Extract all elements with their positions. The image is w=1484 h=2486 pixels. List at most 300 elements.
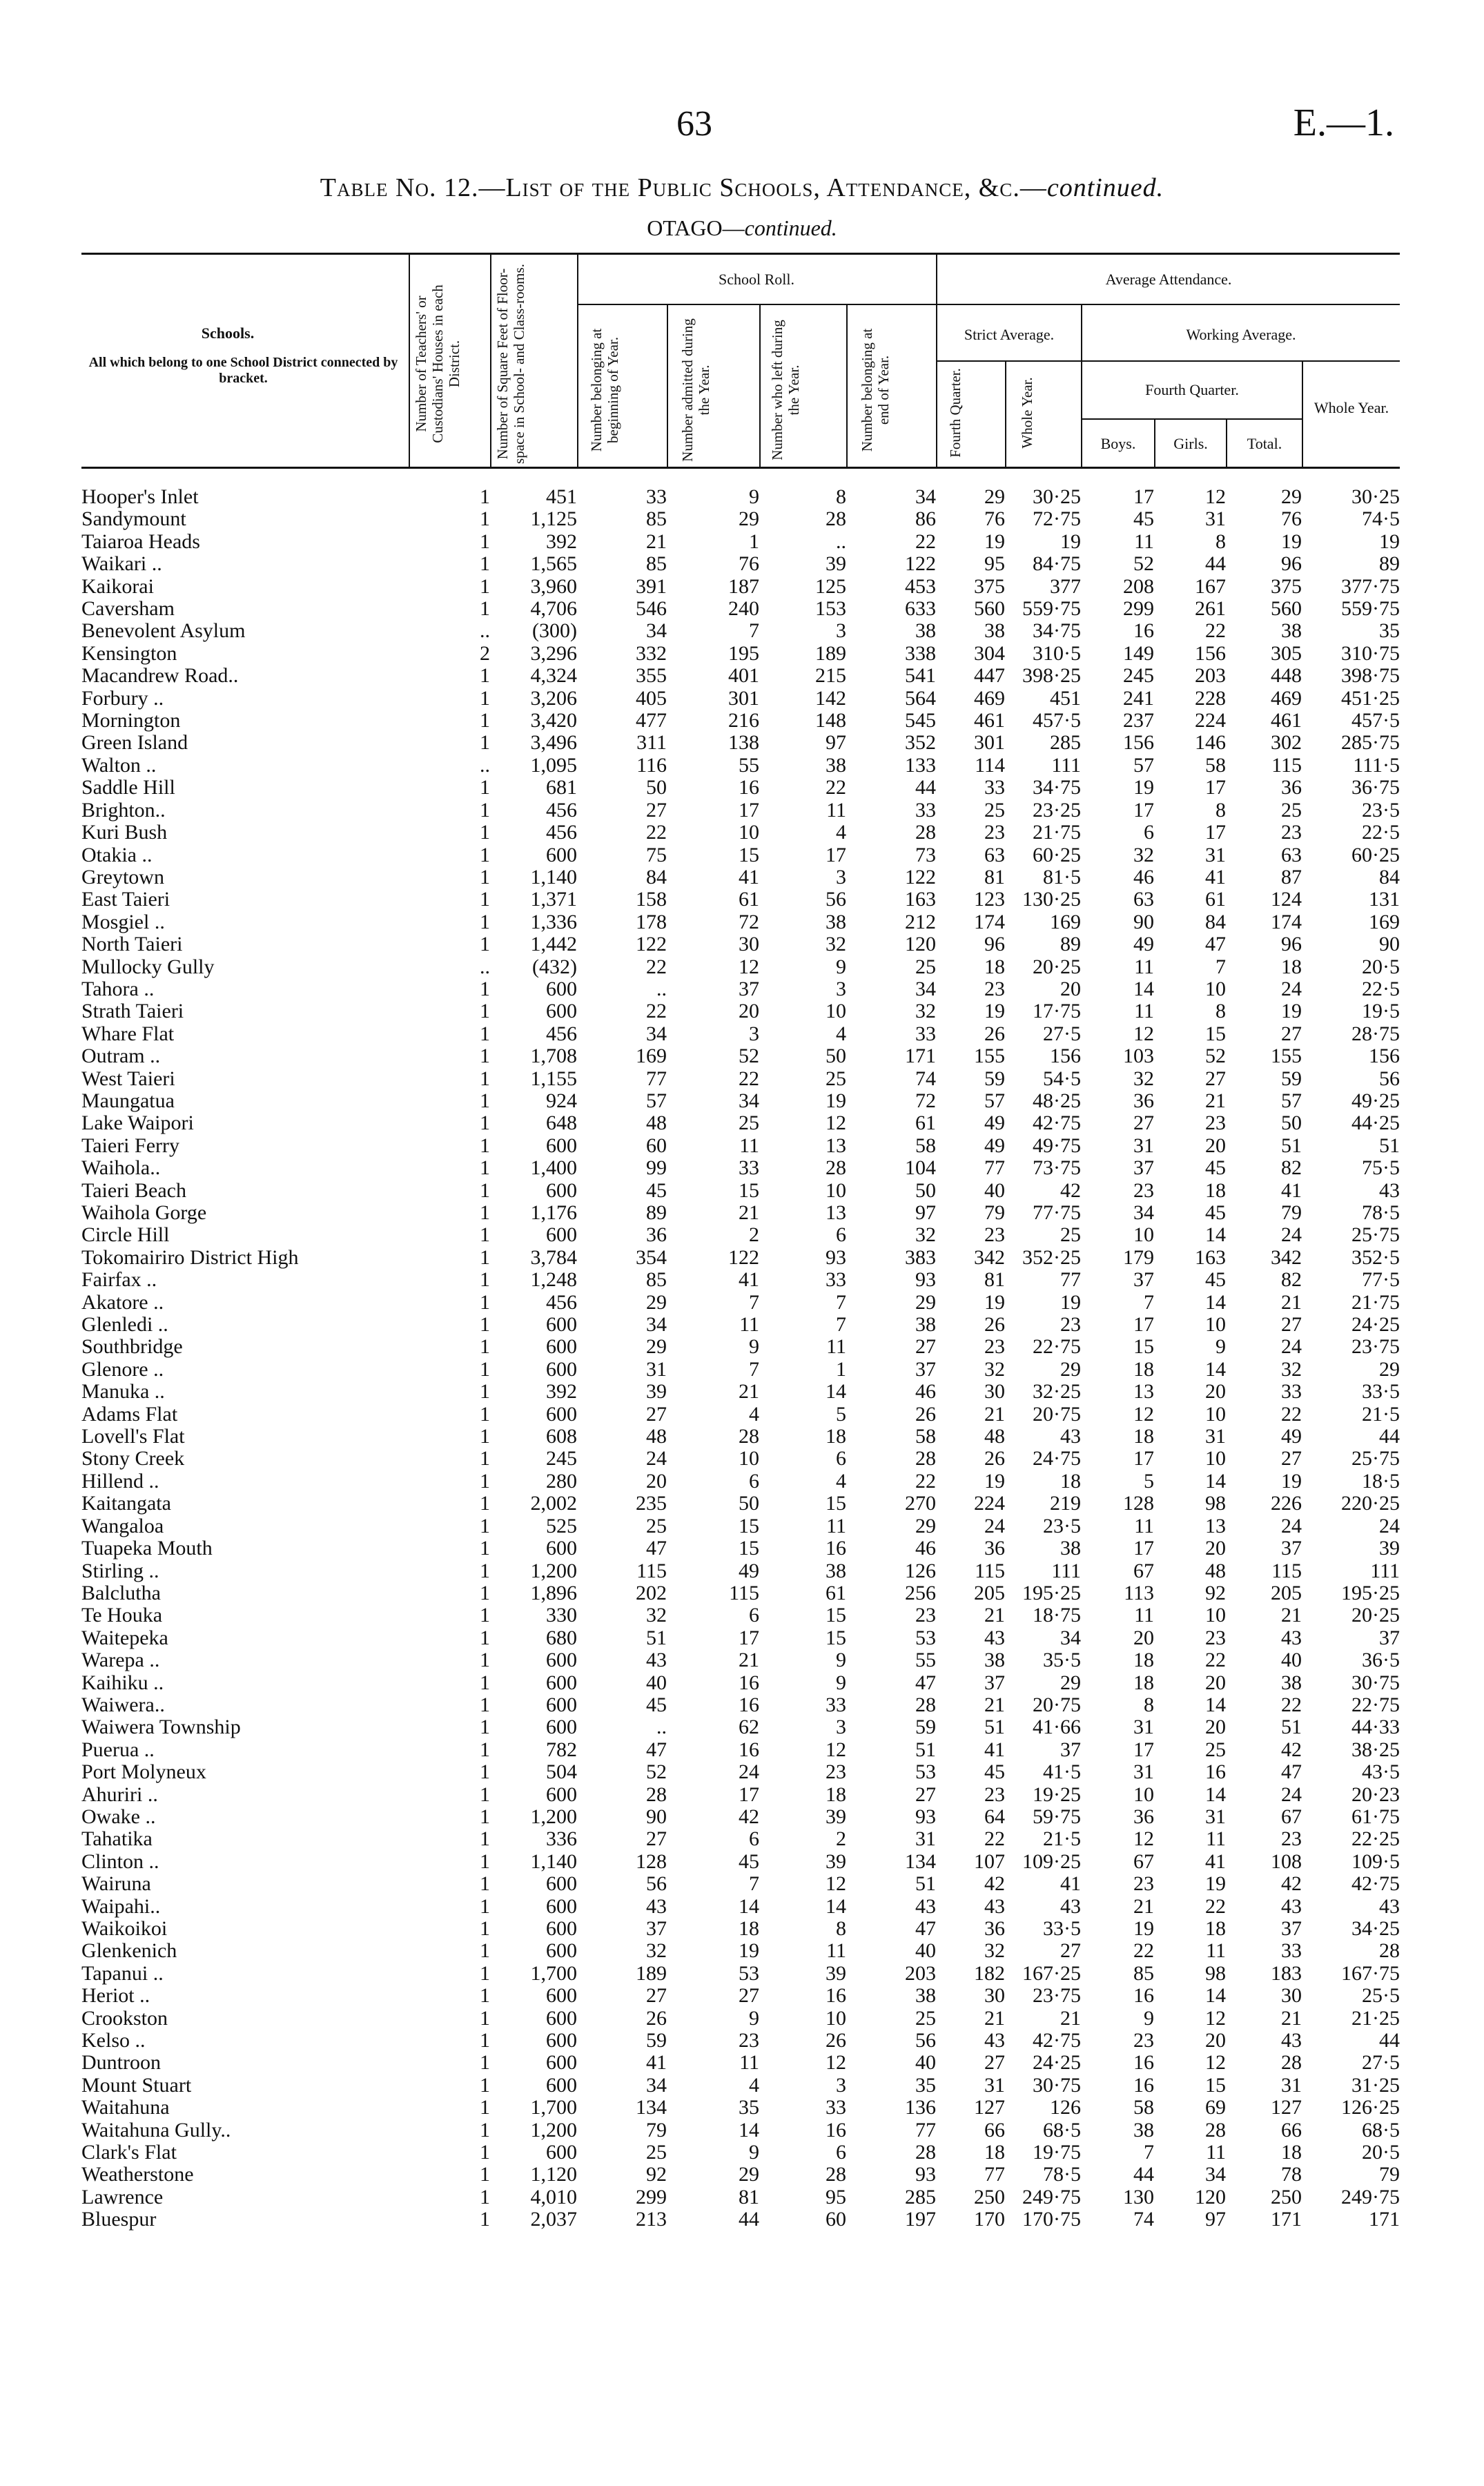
- table-row: [81, 1404, 1400, 1426]
- value-cell: 4,706: [530, 598, 577, 621]
- value-cell: 39: [826, 1850, 846, 1873]
- table-row: [81, 576, 1400, 598]
- value-cell: 1: [480, 1358, 490, 1381]
- value-cell: 142: [815, 687, 846, 710]
- value-cell: 133: [905, 754, 936, 777]
- col-rule-5: [759, 305, 761, 468]
- value-cell: 355: [636, 665, 667, 688]
- value-cell: 23: [739, 2030, 759, 2052]
- value-cell: 1,336: [530, 911, 577, 933]
- value-cell: 600: [546, 844, 577, 866]
- value-cell: 46: [1133, 866, 1154, 888]
- value-cell: 19: [1281, 1000, 1302, 1023]
- value-cell: 36: [1133, 1089, 1154, 1112]
- value-cell: 17: [1133, 486, 1154, 508]
- value-cell: 122: [636, 933, 667, 956]
- school-name-cell: Waitahuna Gully..: [81, 2119, 231, 2142]
- table-row: [81, 1672, 1400, 1694]
- value-cell: 22: [1281, 1693, 1302, 1716]
- value-cell: 1: [480, 1783, 490, 1806]
- table-row: [81, 665, 1400, 687]
- value-cell: 352·25: [1022, 1246, 1081, 1269]
- value-cell: 228: [1195, 687, 1226, 710]
- value-cell: 197: [905, 2208, 936, 2231]
- value-cell: 1: [480, 2007, 490, 2030]
- value-cell: 457·5: [1033, 710, 1081, 732]
- value-cell: 57: [984, 1089, 1005, 1112]
- value-cell: 41·66: [1033, 1716, 1081, 1739]
- value-cell: 38: [915, 1314, 936, 1337]
- value-cell: 27·5: [1362, 2052, 1400, 2075]
- value-cell: 1: [480, 1693, 490, 1716]
- value-cell: 12: [1205, 2052, 1226, 2075]
- school-name-cell: Balclutha: [81, 1582, 161, 1604]
- school-name-cell: Waiwera..: [81, 1693, 165, 1716]
- value-cell: 28: [739, 1426, 759, 1448]
- value-cell: 72: [915, 1089, 936, 1112]
- value-cell: 35: [1379, 620, 1400, 643]
- value-cell: 30: [1281, 1985, 1302, 2008]
- value-cell: 451: [546, 486, 577, 508]
- value-cell: 8: [836, 1918, 846, 1940]
- value-cell: 17: [1133, 1448, 1154, 1470]
- value-cell: 11: [826, 799, 846, 822]
- school-name-cell: Walton ..: [81, 754, 157, 777]
- value-cell: 127: [974, 2097, 1005, 2119]
- value-cell: 18: [826, 1426, 846, 1448]
- value-cell: 156: [1369, 1045, 1400, 1068]
- value-cell: 111: [1051, 754, 1081, 777]
- value-cell: 311: [636, 732, 667, 755]
- value-cell: 19: [1060, 1291, 1081, 1314]
- value-cell: 2,002: [530, 1493, 577, 1515]
- value-cell: ..: [480, 620, 490, 643]
- table-row: [81, 1180, 1400, 1202]
- table-row: [81, 531, 1400, 553]
- table-row: [81, 1716, 1400, 1738]
- value-cell: 600: [546, 1134, 577, 1157]
- value-cell: 127: [1271, 2097, 1302, 2119]
- value-cell: 25: [646, 2142, 667, 2164]
- value-cell: 469: [1271, 687, 1302, 710]
- value-cell: 84: [646, 866, 667, 888]
- value-cell: 1: [480, 978, 490, 1000]
- value-cell: 461: [1271, 710, 1302, 732]
- value-cell: 19: [1379, 530, 1400, 553]
- value-cell: 4,010: [530, 2186, 577, 2208]
- value-cell: 33: [739, 1157, 759, 1180]
- col-rule-2: [490, 253, 491, 468]
- value-cell: 1,200: [530, 2119, 577, 2142]
- value-cell: 52: [1205, 1045, 1226, 1068]
- value-cell: 52: [646, 1761, 667, 1784]
- value-cell: 82: [1281, 1269, 1302, 1292]
- value-cell: 23: [915, 1604, 936, 1627]
- school-name-cell: Clinton ..: [81, 1850, 159, 1873]
- value-cell: 32: [826, 933, 846, 956]
- value-cell: 12: [1133, 1828, 1154, 1851]
- value-cell: 600: [546, 1537, 577, 1560]
- value-cell: 45: [1205, 1202, 1226, 1224]
- value-cell: 85: [646, 1269, 667, 1292]
- value-cell: 42: [1060, 1179, 1081, 1202]
- value-cell: 451·25: [1341, 687, 1400, 710]
- value-cell: 23: [1281, 822, 1302, 844]
- table-row: [81, 1560, 1400, 1582]
- value-cell: 17: [1205, 822, 1226, 844]
- value-cell: 73·75: [1033, 1157, 1081, 1180]
- value-cell: 7: [749, 1873, 759, 1896]
- value-cell: 14: [826, 1895, 846, 1918]
- value-cell: 24: [1281, 1783, 1302, 1806]
- value-cell: 96: [1281, 933, 1302, 956]
- value-cell: 332: [636, 642, 667, 665]
- value-cell: 14: [1205, 1783, 1226, 1806]
- table-row: [81, 2142, 1400, 2164]
- value-cell: 456: [546, 799, 577, 822]
- value-cell: 27: [984, 2052, 1005, 2075]
- school-name-cell: Mornington: [81, 710, 181, 732]
- value-cell: 167·25: [1022, 1962, 1081, 1985]
- value-cell: 56: [646, 1873, 667, 1896]
- value-cell: 21: [739, 1381, 759, 1404]
- value-cell: 84: [1205, 911, 1226, 933]
- value-cell: 18: [1205, 1918, 1226, 1940]
- value-cell: 20: [1205, 1537, 1226, 1560]
- school-name-cell: Lawrence: [81, 2186, 164, 2208]
- school-name-cell: Manuka ..: [81, 1381, 165, 1404]
- value-cell: 28: [826, 508, 846, 531]
- value-cell: 4: [749, 1403, 759, 1426]
- table-row: [81, 866, 1400, 888]
- value-cell: 40: [1281, 1649, 1302, 1672]
- value-cell: 45: [739, 1850, 759, 1873]
- value-cell: 600: [546, 1783, 577, 1806]
- value-cell: 3: [836, 866, 846, 888]
- value-cell: 392: [546, 1381, 577, 1404]
- value-cell: 1,565: [530, 553, 577, 576]
- value-cell: 11: [826, 1336, 846, 1359]
- value-cell: 7: [749, 1291, 759, 1314]
- value-cell: 86: [915, 508, 936, 531]
- value-cell: 36: [1133, 1805, 1154, 1828]
- value-cell: 28: [915, 1448, 936, 1470]
- value-cell: 392: [546, 530, 577, 553]
- value-cell: 74: [915, 1067, 936, 1090]
- value-cell: ..: [656, 1716, 667, 1739]
- school-name-cell: Wangaloa: [81, 1515, 164, 1537]
- value-cell: 19: [984, 1000, 1005, 1023]
- value-cell: 115: [636, 1560, 667, 1582]
- value-cell: 23: [984, 978, 1005, 1000]
- value-cell: 23: [1133, 1873, 1154, 1896]
- value-cell: 64: [984, 1805, 1005, 1828]
- value-cell: 77: [1060, 1269, 1081, 1292]
- value-cell: 50: [826, 1045, 846, 1068]
- value-cell: 42: [1281, 1873, 1302, 1896]
- value-cell: 18: [1133, 1671, 1154, 1694]
- value-cell: 280: [546, 1470, 577, 1493]
- value-cell: 56: [915, 2030, 936, 2052]
- value-cell: 33: [915, 1022, 936, 1045]
- table-row: [81, 2097, 1400, 2119]
- value-cell: 63: [1133, 888, 1154, 911]
- value-cell: 1: [480, 1202, 490, 1224]
- value-cell: 27: [915, 1783, 936, 1806]
- value-cell: 29: [739, 2164, 759, 2186]
- value-cell: 189: [815, 642, 846, 665]
- value-cell: 34: [1133, 1202, 1154, 1224]
- value-cell: 27: [646, 1985, 667, 2008]
- value-cell: 22: [1205, 620, 1226, 643]
- value-cell: 171: [1271, 2208, 1302, 2231]
- table-row: [81, 620, 1400, 642]
- value-cell: 1,176: [530, 1202, 577, 1224]
- value-cell: 30·75: [1351, 1671, 1400, 1694]
- table-row: [81, 1873, 1400, 1895]
- value-cell: 43: [1281, 1626, 1302, 1649]
- value-cell: 41: [984, 1738, 1005, 1761]
- value-cell: 97: [915, 1202, 936, 1224]
- value-cell: 33: [1281, 1381, 1302, 1404]
- value-cell: 46: [915, 1537, 936, 1560]
- value-cell: 6: [749, 1604, 759, 1627]
- value-cell: 120: [1195, 2186, 1226, 2208]
- value-cell: 37: [739, 978, 759, 1000]
- value-cell: 41·5: [1043, 1761, 1081, 1784]
- value-cell: 224: [974, 1493, 1005, 1515]
- value-cell: 12: [826, 1738, 846, 1761]
- value-cell: 72: [739, 911, 759, 933]
- value-cell: 17: [1133, 1537, 1154, 1560]
- value-cell: 21: [984, 1693, 1005, 1716]
- table-row: [81, 1314, 1400, 1336]
- value-cell: 205: [1271, 1582, 1302, 1604]
- value-cell: 49·75: [1033, 1134, 1081, 1157]
- value-cell: 600: [546, 1224, 577, 1247]
- value-cell: 30·25: [1351, 486, 1400, 508]
- value-cell: 15: [739, 1515, 759, 1537]
- value-cell: 37: [915, 1358, 936, 1381]
- value-cell: 600: [546, 1671, 577, 1694]
- value-cell: 11: [1134, 1604, 1154, 1627]
- value-cell: 31: [1205, 1805, 1226, 1828]
- value-cell: 122: [728, 1246, 759, 1269]
- value-cell: 1,400: [530, 1157, 577, 1180]
- value-cell: 28: [826, 1157, 846, 1180]
- value-cell: 25·5: [1362, 1985, 1400, 2008]
- value-cell: 250: [1271, 2186, 1302, 2208]
- value-cell: 16: [826, 1985, 846, 2008]
- value-cell: 114: [975, 754, 1005, 777]
- value-cell: 23: [1205, 1626, 1226, 1649]
- value-cell: 250: [974, 2186, 1005, 2208]
- value-cell: 51: [1281, 1134, 1302, 1157]
- value-cell: 33: [826, 2097, 846, 2119]
- value-cell: 1: [480, 1828, 490, 1851]
- value-cell: 1: [480, 1515, 490, 1537]
- value-cell: 19: [1060, 530, 1081, 553]
- table-row: [81, 1224, 1400, 1246]
- value-cell: 126: [905, 1560, 936, 1582]
- value-cell: 18: [739, 1918, 759, 1940]
- value-cell: 11: [1134, 1000, 1154, 1023]
- value-cell: 10: [826, 2007, 846, 2030]
- school-name-cell: Lovell's Flat: [81, 1426, 185, 1448]
- value-cell: 310·5: [1033, 642, 1081, 665]
- value-cell: 85: [646, 553, 667, 576]
- value-cell: 44·33: [1351, 1716, 1400, 1739]
- value-cell: 44: [1379, 2030, 1400, 2052]
- value-cell: 1: [480, 1918, 490, 1940]
- value-cell: 1,371: [530, 888, 577, 911]
- value-cell: 29: [1281, 486, 1302, 508]
- value-cell: 85: [646, 508, 667, 531]
- value-cell: 17: [826, 844, 846, 866]
- value-cell: 23: [984, 1783, 1005, 1806]
- value-cell: 48: [984, 1426, 1005, 1448]
- value-cell: 1: [480, 1134, 490, 1157]
- value-cell: 19: [1205, 1873, 1226, 1896]
- table-row: [81, 1000, 1400, 1022]
- value-cell: 1: [480, 799, 490, 822]
- value-cell: 6: [1144, 822, 1154, 844]
- value-cell: 49·25: [1351, 1089, 1400, 1112]
- value-cell: 79: [1379, 2164, 1400, 2186]
- school-name-cell: Ahuriri ..: [81, 1783, 158, 1806]
- table-row: [81, 1739, 1400, 1761]
- value-cell: 43: [1281, 2030, 1302, 2052]
- value-cell: 1: [480, 665, 490, 688]
- value-cell: 14: [826, 1381, 846, 1404]
- value-cell: 1: [480, 1067, 490, 1090]
- value-cell: 1: [480, 2119, 490, 2142]
- table-row: [81, 844, 1400, 866]
- value-cell: 18: [984, 955, 1005, 978]
- value-cell: 51: [915, 1873, 936, 1896]
- value-cell: 146: [1195, 732, 1226, 755]
- value-cell: 600: [546, 2074, 577, 2097]
- value-cell: 219: [1050, 1493, 1081, 1515]
- value-cell: 104: [905, 1157, 936, 1180]
- value-cell: 1: [480, 575, 490, 598]
- value-cell: 21: [1281, 2007, 1302, 2030]
- value-cell: 21: [1281, 1604, 1302, 1627]
- value-cell: 8: [1215, 799, 1226, 822]
- value-cell: 299: [636, 2186, 667, 2208]
- value-cell: 43: [984, 1626, 1005, 1649]
- table-row: [81, 2186, 1400, 2208]
- value-cell: 163: [905, 888, 936, 911]
- value-cell: 453: [905, 575, 936, 598]
- value-cell: 1: [480, 1448, 490, 1470]
- value-cell: 90: [646, 1805, 667, 1828]
- table-row: [81, 1918, 1400, 1940]
- value-cell: 26: [984, 1314, 1005, 1337]
- value-cell: 14: [1205, 1358, 1226, 1381]
- value-cell: 302: [1271, 732, 1302, 755]
- table-row: [81, 1157, 1400, 1179]
- value-cell: 301: [974, 732, 1005, 755]
- value-cell: 391: [636, 575, 667, 598]
- value-cell: 600: [546, 978, 577, 1000]
- value-cell: 58: [915, 1134, 936, 1157]
- value-cell: 285: [905, 2186, 936, 2208]
- value-cell: 8: [836, 486, 846, 508]
- school-name-cell: Port Molyneux: [81, 1761, 206, 1784]
- value-cell: 14: [1205, 1291, 1226, 1314]
- value-cell: 1: [480, 1537, 490, 1560]
- value-cell: 15: [739, 844, 759, 866]
- value-cell: 171: [905, 1045, 936, 1068]
- value-cell: 28: [915, 822, 936, 844]
- value-cell: 12: [1205, 2007, 1226, 2030]
- table-row: [81, 933, 1400, 955]
- value-cell: 1: [480, 1962, 490, 1985]
- school-name-cell: Glenledi ..: [81, 1314, 168, 1337]
- value-cell: 7: [749, 620, 759, 643]
- value-cell: 35·5: [1043, 1649, 1081, 1672]
- school-name-cell: Kaikorai: [81, 575, 154, 598]
- value-cell: 156: [1123, 732, 1154, 755]
- value-cell: 27·5: [1043, 1022, 1081, 1045]
- value-cell: 61: [915, 1112, 936, 1135]
- value-cell: 48: [1205, 1560, 1226, 1582]
- value-cell: 3,960: [530, 575, 577, 598]
- value-cell: 1,140: [530, 866, 577, 888]
- value-cell: 77: [915, 2119, 936, 2142]
- value-cell: 182: [974, 1962, 1005, 1985]
- value-cell: 15: [826, 1626, 846, 1649]
- value-cell: 10: [1205, 978, 1226, 1000]
- value-cell: 11: [1206, 1828, 1226, 1851]
- value-cell: 18: [826, 1783, 846, 1806]
- value-cell: 20: [1205, 1671, 1226, 1694]
- value-cell: 42: [739, 1805, 759, 1828]
- value-cell: ..: [480, 754, 490, 777]
- value-cell: 115: [975, 1560, 1005, 1582]
- value-cell: 22: [826, 777, 846, 799]
- value-cell: 56: [826, 888, 846, 911]
- value-cell: 17: [739, 799, 759, 822]
- value-cell: 330: [546, 1604, 577, 1627]
- school-name-cell: Stony Creek: [81, 1448, 185, 1470]
- value-cell: 78·5: [1362, 1202, 1400, 1224]
- value-cell: 22: [1281, 1403, 1302, 1426]
- value-cell: 447: [974, 665, 1005, 688]
- table-row: [81, 1582, 1400, 1604]
- value-cell: 600: [546, 2030, 577, 2052]
- value-cell: 3,784: [530, 1246, 577, 1269]
- value-cell: 32: [1133, 1067, 1154, 1090]
- value-cell: 12: [1133, 1403, 1154, 1426]
- value-cell: 310·75: [1341, 642, 1400, 665]
- value-cell: 57: [646, 1089, 667, 1112]
- value-cell: 44·25: [1351, 1112, 1400, 1135]
- value-cell: 29: [915, 1515, 936, 1537]
- whole-year-header: Whole Year.: [1314, 399, 1389, 416]
- value-cell: 31: [915, 1828, 936, 1851]
- value-cell: 448: [1271, 665, 1302, 688]
- value-cell: 55: [739, 754, 759, 777]
- value-cell: 1: [480, 1560, 490, 1582]
- table-row: [81, 1359, 1400, 1381]
- value-cell: 32: [984, 1940, 1005, 1963]
- value-cell: 782: [546, 1738, 577, 1761]
- value-cell: 600: [546, 1716, 577, 1739]
- value-cell: 398·75: [1341, 665, 1400, 688]
- school-name-cell: North Taieri: [81, 933, 183, 956]
